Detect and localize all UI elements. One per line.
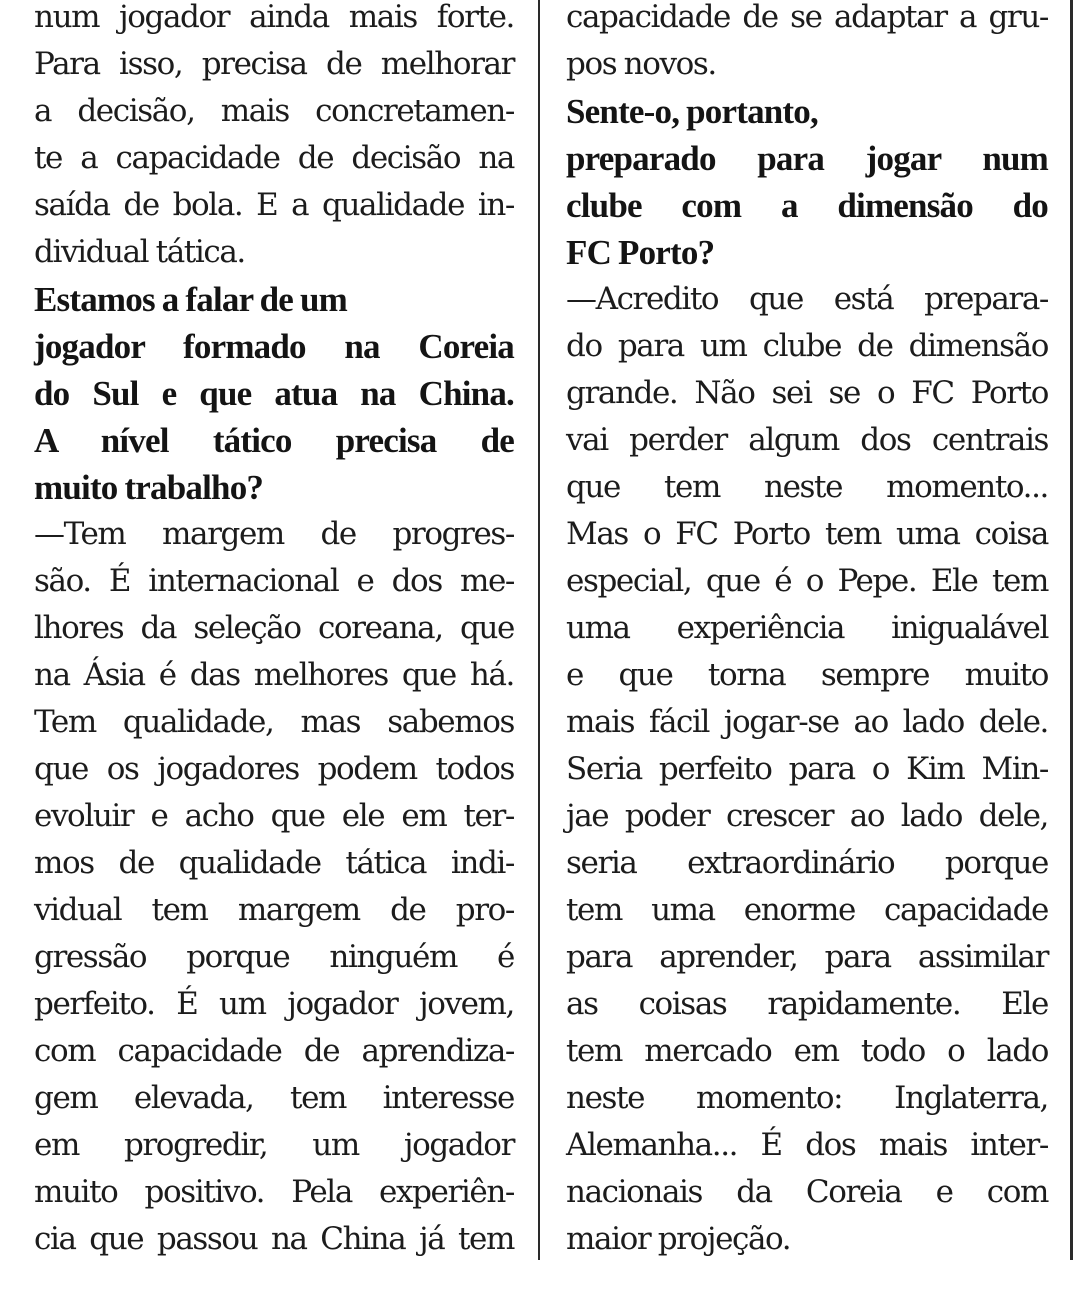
body-text-line: evoluir e acho que ele em ter- <box>34 798 514 834</box>
body-text-line: maior projeção. <box>566 1221 791 1257</box>
interview-question-line: preparado para jogar num <box>566 139 1048 178</box>
body-text-line: para aprender, para assimilar <box>566 939 1048 975</box>
body-text-line: lhores da seleção coreana, que <box>34 610 514 646</box>
interview-question-line: Estamos a falar de um <box>34 280 347 319</box>
body-text-line: em progredir, um jogador <box>34 1127 514 1163</box>
body-text-line: dividual tática. <box>34 234 245 270</box>
body-text-line: tem mercado em todo o lado <box>566 1033 1048 1069</box>
body-text-line: perfeito. É um jogador jovem, <box>34 986 514 1022</box>
body-text-line: que os jogadores podem todos <box>34 751 514 787</box>
body-text-line: tem uma enorme capacidade <box>566 892 1048 928</box>
interview-question-line: clube com a dimensão do <box>566 186 1048 225</box>
body-text-line: são. É internacional e dos me- <box>34 563 514 599</box>
body-text-line: num jogador ainda mais forte. <box>34 0 514 35</box>
body-text-line: Para isso, precisa de melhorar <box>34 46 514 82</box>
body-text-line: vidual tem margem de pro- <box>34 892 514 928</box>
body-text-line: especial, que é o Pepe. Ele tem <box>566 563 1048 599</box>
body-text-line: Tem qualidade, mas sabemos <box>34 704 514 740</box>
body-text-line: jae poder crescer ao lado dele, <box>566 798 1048 834</box>
body-text-line: —Acredito que está prepara- <box>566 281 1048 317</box>
body-text-line: as coisas rapidamente. Ele <box>566 986 1048 1022</box>
interview-question-line: A nível tático precisa de <box>34 421 514 460</box>
body-text-line: capacidade de se adaptar a gru- <box>566 0 1048 35</box>
body-text-line: muito positivo. Pela experiên- <box>34 1174 514 1210</box>
body-text-line: neste momento: Inglaterra, <box>566 1080 1048 1116</box>
body-text-line: mais fácil jogar-se ao lado dele. <box>566 704 1048 740</box>
body-text-line: gressão porque ninguém é <box>34 939 514 975</box>
body-text-line: do para um clube de dimensão <box>566 328 1048 364</box>
body-text-line: a decisão, mais concretamen- <box>34 93 514 129</box>
body-text-line: cia que passou na China já tem <box>34 1221 514 1257</box>
body-text-line: com capacidade de aprendiza- <box>34 1033 514 1069</box>
body-text-line: —Tem margem de progres- <box>34 516 514 552</box>
body-text-line: te a capacidade de decisão na <box>34 140 514 176</box>
body-text-line: mos de qualidade tática indi- <box>34 845 514 881</box>
body-text-line: gem elevada, tem interesse <box>34 1080 514 1116</box>
column-divider <box>538 0 540 1260</box>
body-text-line: seria extraordinário porque <box>566 845 1048 881</box>
interview-question-line: do Sul e que atua na China. <box>34 374 514 413</box>
body-text-line: Alemanha... É dos mais inter- <box>566 1127 1048 1163</box>
body-text-line: nacionais da Coreia e com <box>566 1174 1048 1210</box>
body-text-line: e que torna sempre muito <box>566 657 1048 693</box>
body-text-line: na Ásia é das melhores que há. <box>34 657 514 693</box>
page-edge-rule <box>1070 0 1073 1260</box>
body-text-line: grande. Não sei se o FC Porto <box>566 375 1048 411</box>
body-text-line: uma experiência inigualável <box>566 610 1048 646</box>
interview-question-line: Sente-o, portanto, <box>566 92 818 131</box>
interview-question-line: FC Porto? <box>566 233 715 272</box>
body-text-line: Seria perfeito para o Kim Min- <box>566 751 1048 787</box>
body-text-line: vai perder algum dos centrais <box>566 422 1048 458</box>
interview-question-line: muito trabalho? <box>34 468 264 507</box>
interview-question-line: jogador formado na Coreia <box>34 327 514 366</box>
body-text-line: Mas o FC Porto tem uma coisa <box>566 516 1048 552</box>
right-column <box>566 0 1048 1263</box>
body-text-line: pos novos. <box>566 46 716 82</box>
body-text-line: saída de bola. E a qualidade in- <box>34 187 514 223</box>
left-column <box>34 0 514 1263</box>
body-text-line: que tem neste momento... <box>566 469 1048 505</box>
